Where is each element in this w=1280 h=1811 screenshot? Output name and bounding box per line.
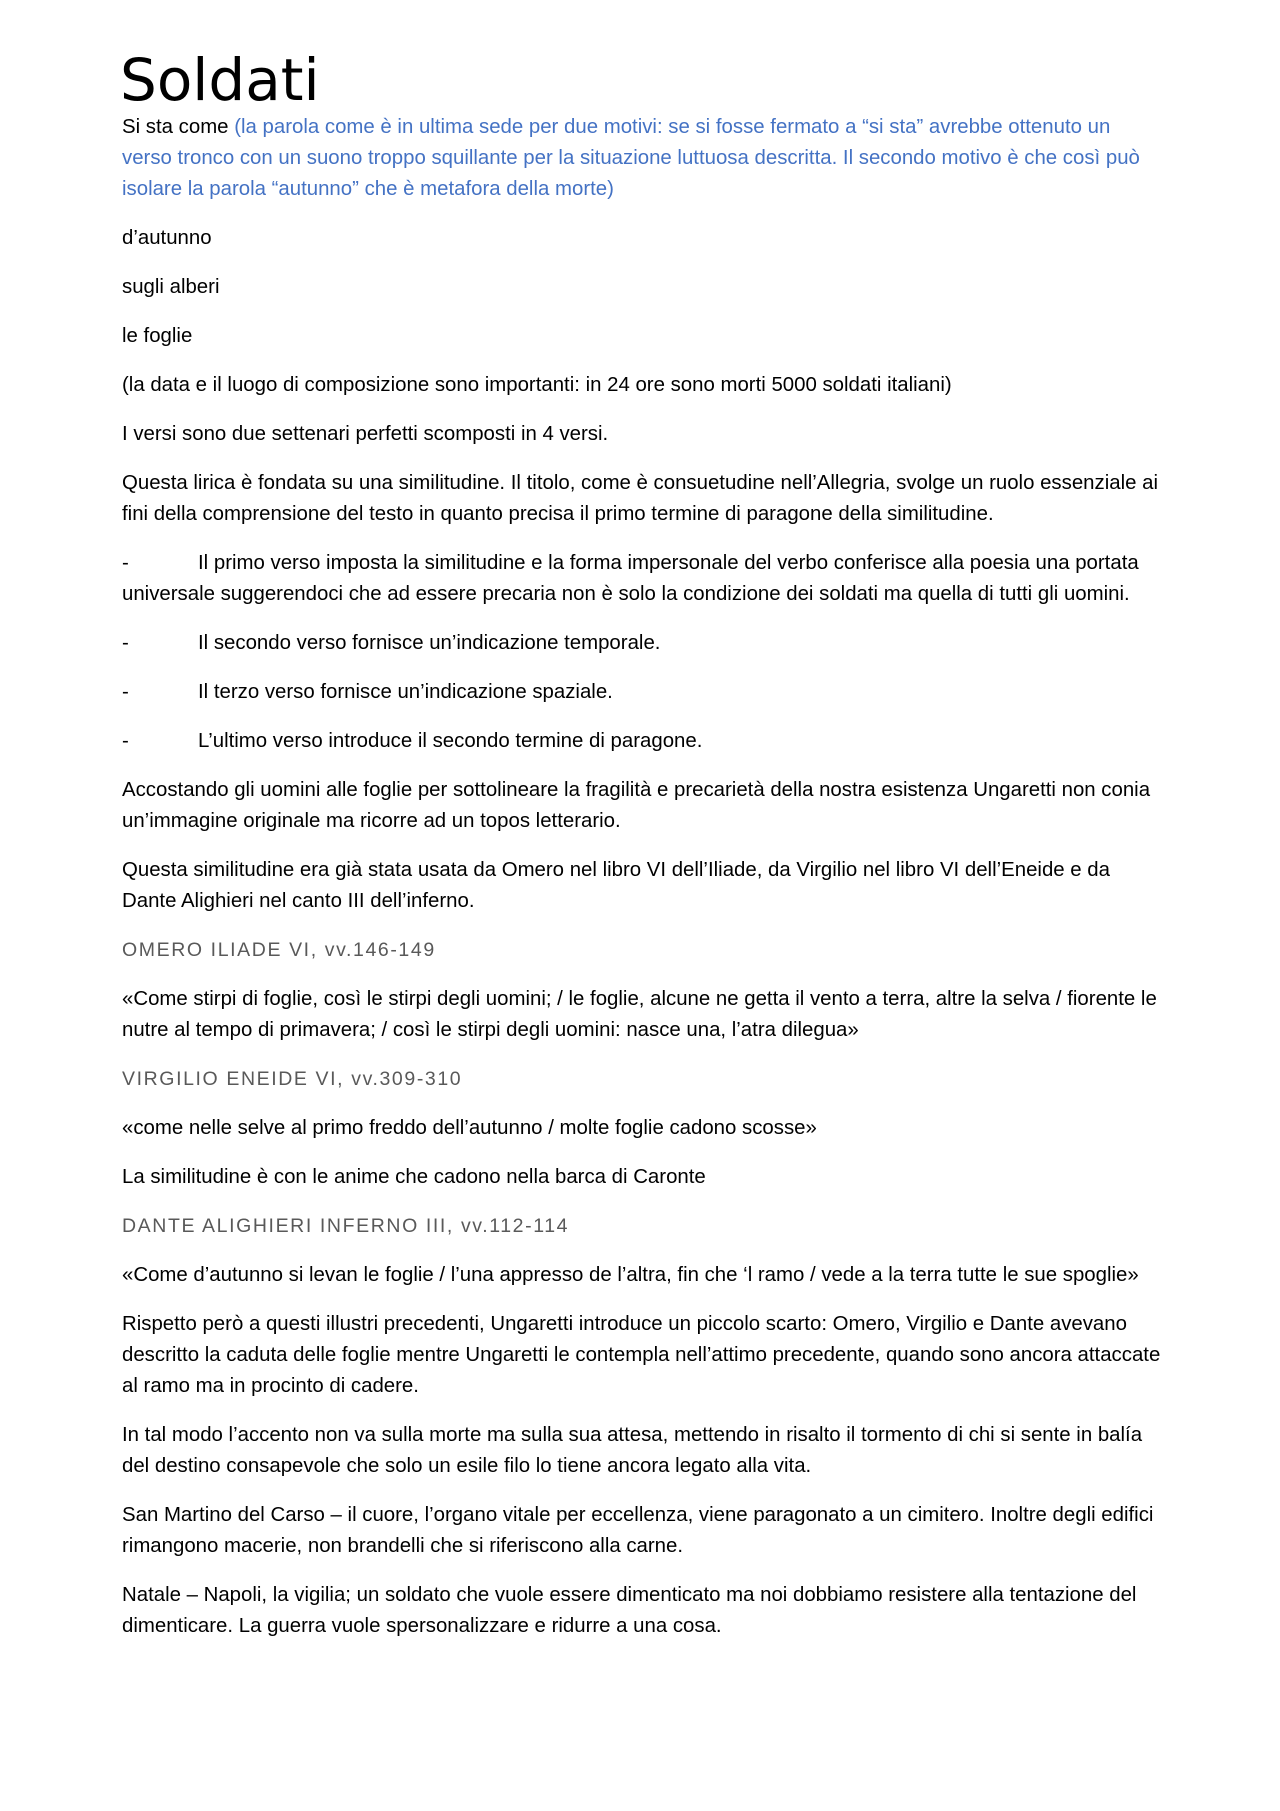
paragraph: In tal modo l’accento non va sulla morte ma sulla sua attesa, mettendo in risalto il tormento di chi si sente in balía del destino consapevole che solo un esile filo lo tiene ancora legato alla vita.	[122, 1424, 1143, 1477]
paragraph: (la data e il luogo di composizione sono importanti: in 24 ore sono morti 5000 soldati italiani)	[122, 374, 952, 396]
bullet-marker: -	[122, 730, 129, 752]
source-quote: «Come d’autunno si levan le foglie / l’una appresso de l’altra, fin che ‘l ramo / vede a la terra tutte le sue spoglie»	[122, 1264, 1139, 1286]
bullet-item	[122, 628, 1162, 659]
document-title: Soldati	[120, 46, 320, 114]
verse-line: sugli alberi	[122, 276, 220, 298]
bullet-marker: -	[122, 632, 129, 654]
paragraph: Accostando gli uomini alle foglie per sottolineare la fragilità e precarietà della nostra esistenza Ungaretti non conia un’immagine originale ma ricorre ad un topos letterario.	[122, 779, 1151, 832]
bullet-item	[122, 726, 1162, 757]
verse-line: d’autunno	[122, 227, 212, 249]
paragraph: Rispetto però a questi illustri precedenti, Ungaretti introduce un piccolo scarto: Omero, Virgilio e Dante avevano descritto la caduta delle foglie mentre Ungaretti le contempla nell’attimo precedente, quando sono ancora attaccate al ramo ma in procinto di cadere.	[122, 1313, 1161, 1397]
source-quote: «come nelle selve al primo freddo dell’autunno / molte foglie cadono scosse»	[122, 1117, 817, 1139]
intro-lead: Si sta come	[122, 116, 235, 138]
document-page	[122, 44, 1162, 1660]
source-heading: OMERO ILIADE VI, vv.146-149	[122, 939, 436, 961]
paragraph: Questa lirica è fondata su una similitudine. Il titolo, come è consuetudine nell’Allegria, svolge un ruolo essenziale ai fini della comprensione del testo in quanto precisa il primo termine di paragone della similitudine.	[122, 472, 1158, 525]
paragraph: San Martino del Carso – il cuore, l’organo vitale per eccellenza, viene paragonato a un cimitero. Inoltre degli edifici rimangono macerie, non brandelli che si riferiscono alla carne.	[122, 1504, 1154, 1557]
bullet-text: L’ultimo verso introduce il secondo termine di paragone.	[198, 730, 703, 752]
bullet-marker: -	[122, 552, 129, 574]
source-quote: «Come stirpi di foglie, così le stirpi degli uomini; / le foglie, alcune ne getta il vento a terra, altre la selva / fiorente le nutre al tempo di primavera; / così le stirpi degli uomini: nasce una, l’atra dilegua»	[122, 988, 1157, 1041]
bullet-item	[122, 548, 1162, 610]
bullet-text: Il primo verso imposta la similitudine e la forma impersonale del verbo conferisce alla poesia una portata universale suggerendoci che ad essere precaria non è solo la condizione dei soldati ma quella di tutti gli uomini.	[122, 552, 1139, 605]
source-comment: La similitudine è con le anime che cadono nella barca di Caronte	[122, 1166, 706, 1188]
source-heading: VIRGILIO ENEIDE VI, vv.309-310	[122, 1068, 463, 1090]
paragraph: I versi sono due settenari perfetti scomposti in 4 versi.	[122, 423, 609, 445]
verse-line: le foglie	[122, 325, 193, 347]
bullet-text: Il secondo verso fornisce un’indicazione temporale.	[198, 632, 661, 654]
intro-note: (la parola come è in ultima sede per due motivi: se si fosse fermato a “si sta” avrebbe ottenuto un verso tronco con un suono troppo squillante per la situazione luttuosa descritta. Il secondo motivo è che così può isolare la parola “autunno” che è metafora della morte)	[122, 116, 1140, 200]
bullet-text: Il terzo verso fornisce un’indicazione spaziale.	[198, 681, 613, 703]
intro-paragraph	[122, 112, 1162, 205]
bullet-item	[122, 677, 1162, 708]
paragraph: Questa similitudine era già stata usata da Omero nel libro VI dell’Iliade, da Virgilio nel libro VI dell’Eneide e da Dante Alighieri nel canto III dell’inferno.	[122, 859, 1110, 912]
source-heading: DANTE ALIGHIERI INFERNO III, vv.112-114	[122, 1215, 570, 1237]
paragraph: Natale – Napoli, la vigilia; un soldato che vuole essere dimenticato ma noi dobbiamo resistere alla tentazione del dimenticare. La guerra vuole spersonalizzare e ridurre a una cosa.	[122, 1584, 1137, 1637]
bullet-marker: -	[122, 681, 129, 703]
